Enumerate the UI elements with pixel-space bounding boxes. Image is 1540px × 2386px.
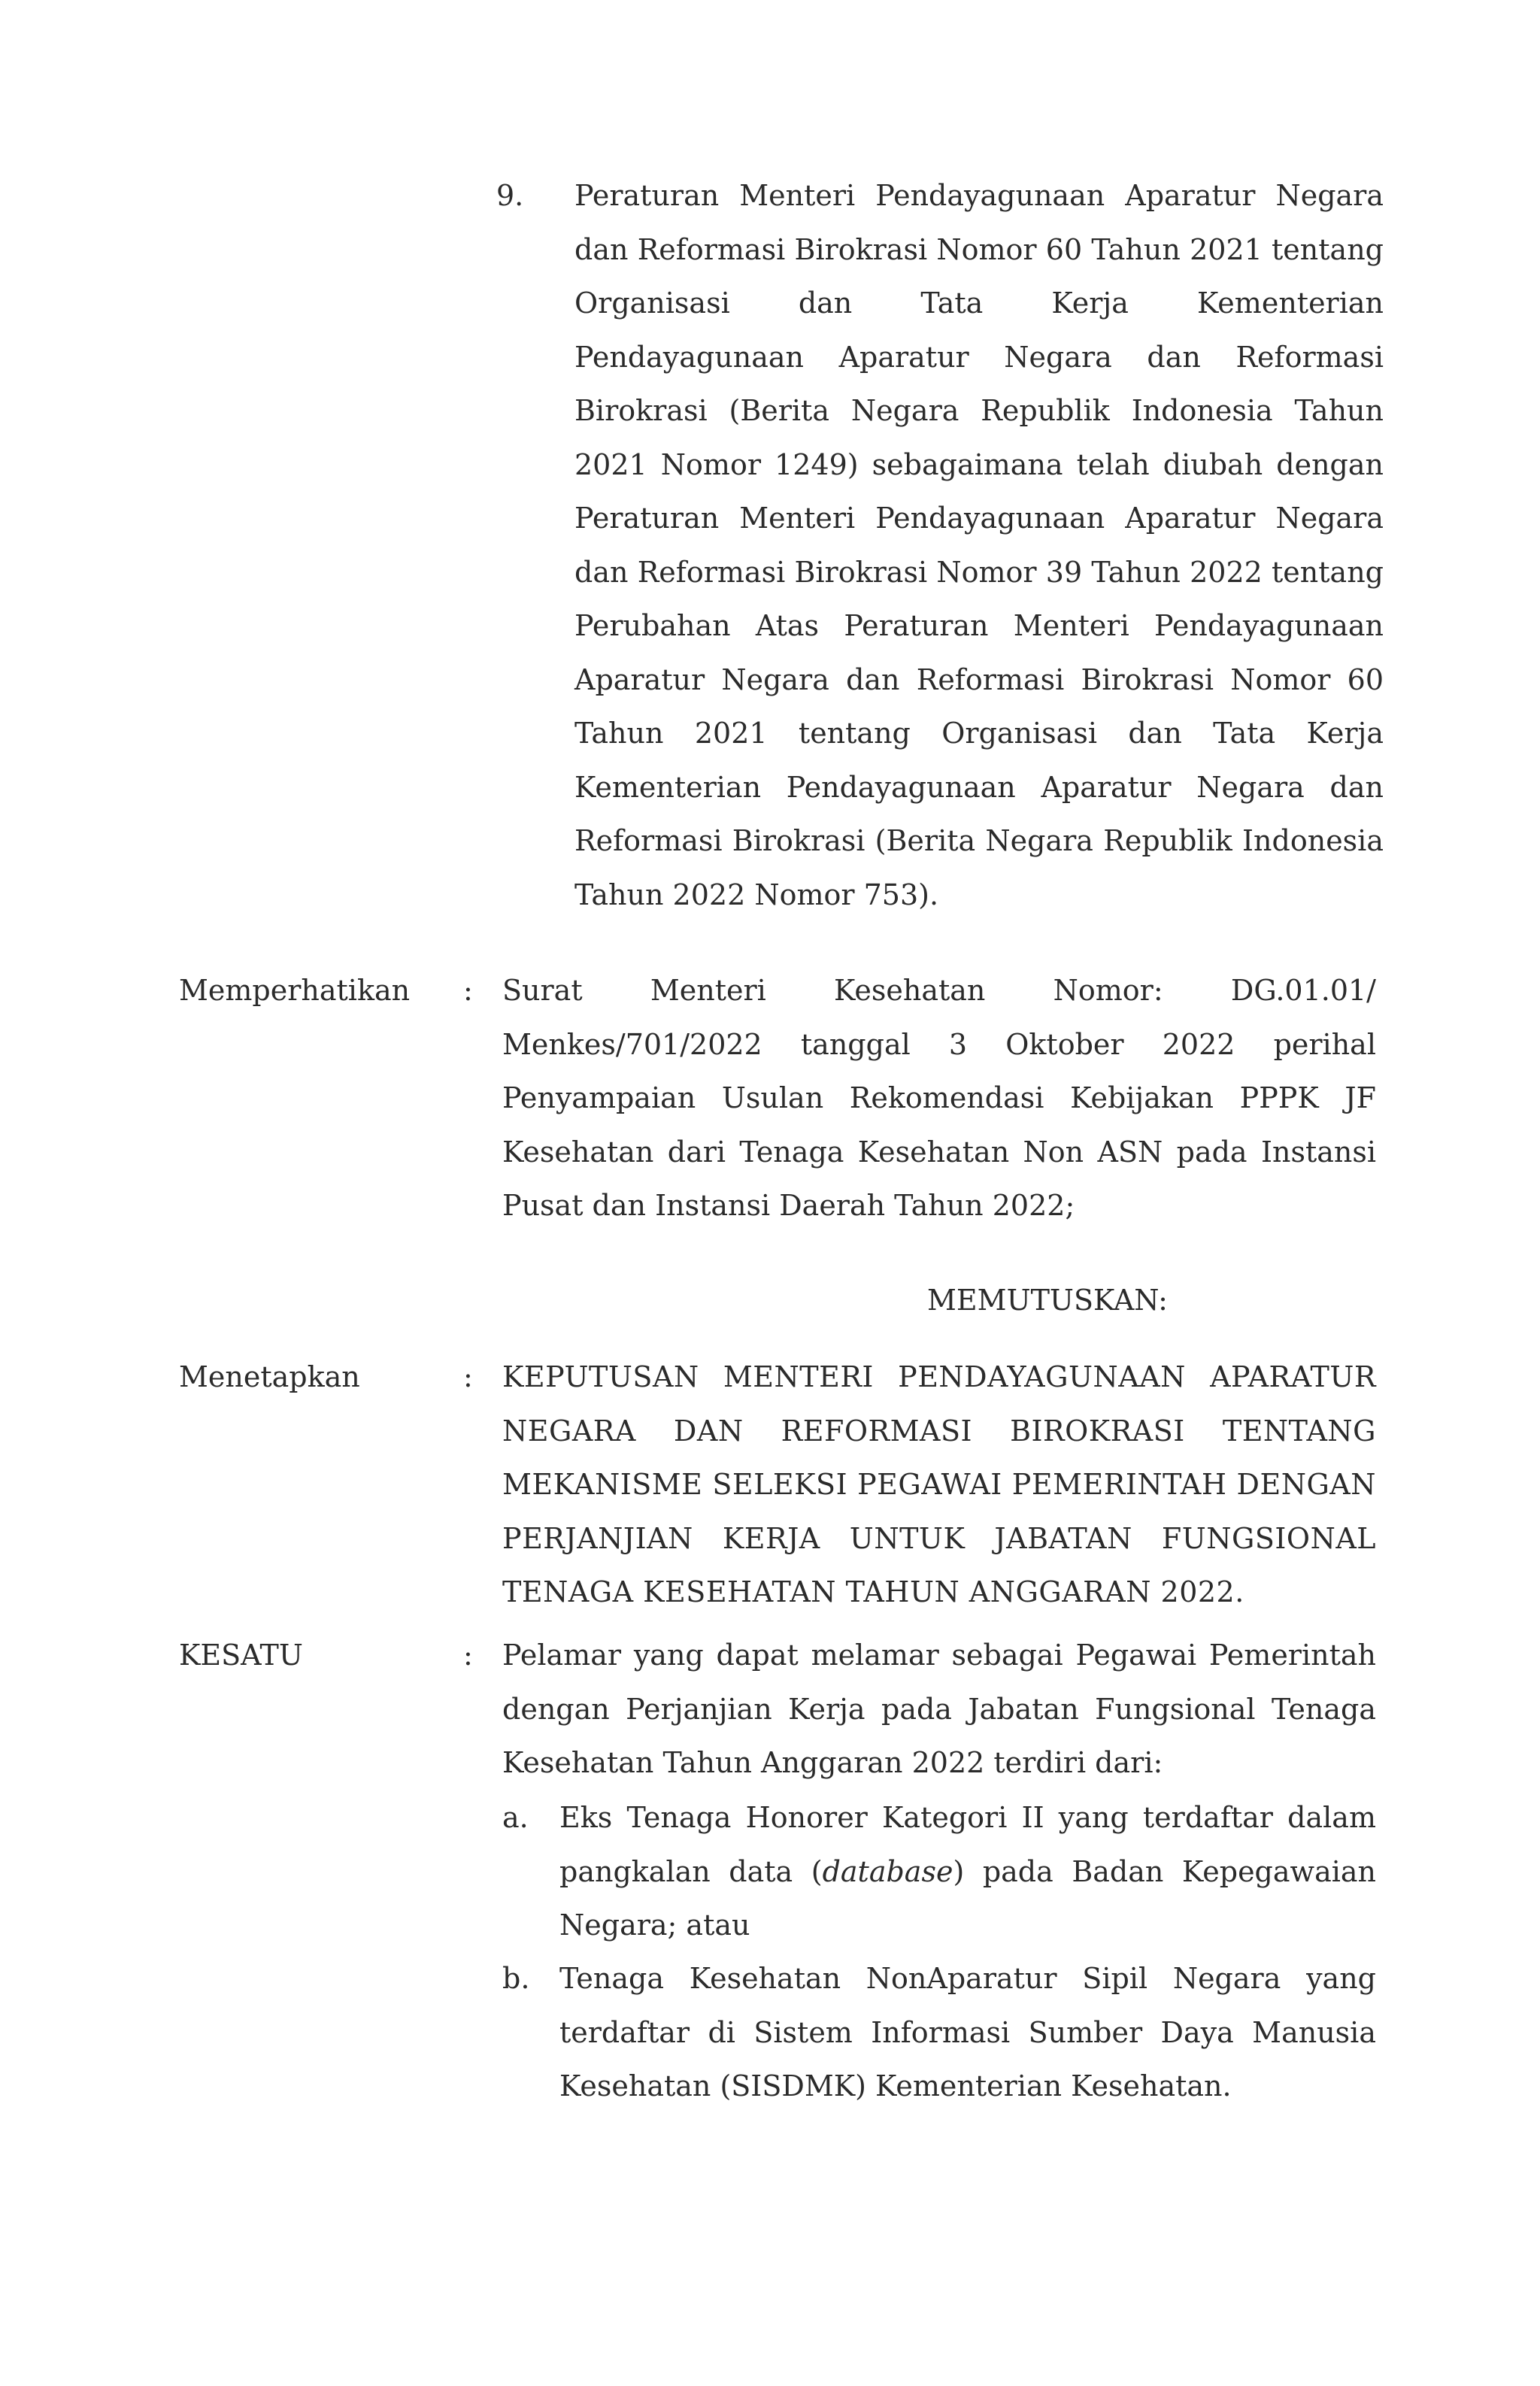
legal-basis-item-9 <box>496 169 1384 922</box>
kesatu-text: Pelamar yang dapat melamar sebagai Pegawai Pemerintah dengan Perjanjian Kerja pada Jabatan Fungsional Tenaga Kesehatan Tahun Anggaran 2022 terdiri dari: <box>502 1639 1376 1779</box>
memperhatikan-text: Surat Menteri Kesehatan Nomor: DG.01.01/ Menkes/701/2022 tanggal 3 Oktober 2022 perihal Penyampaian Usulan Rekomendasi Kebijakan PPPK JF Kesehatan dari Tenaga Kesehatan Non ASN pada Instansi Pusat dan Instansi Daerah Tahun 2022; <box>502 974 1376 1222</box>
list-item-a-text <box>559 1791 1376 1953</box>
item-number: 9. <box>496 179 524 212</box>
kesatu-label: KESATU <box>179 1639 303 1672</box>
kesatu-colon: : <box>463 1639 473 1672</box>
heading-text: MEMUTUSKAN: <box>927 1284 1168 1317</box>
memutuskan-heading <box>0 1274 1540 1328</box>
memperhatikan-colon: : <box>463 974 473 1007</box>
list-item-a-italic: database <box>822 1854 953 1888</box>
item-text: Peraturan Menteri Pendayagunaan Aparatur Negara dan Reformasi Birokrasi Nomor 60 Tahun 2021 tentang Organisasi dan Tata Kerja Kementerian Pendayagunaan Aparatur Negara dan Reformasi Birokrasi (Berita Negara Republik Indonesia Tahun 2021 Nomor 1249) sebagaimana telah diubah dengan Peraturan Menteri Pendayagunaan Aparatur Negara dan Reformasi Birokrasi Nomor 39 Tahun 2022 tentang Perubahan Atas Peraturan Menteri Pendayagunaan Aparatur Negara dan Reformasi Birokrasi Nomor 60 Tahun 2021 tentang Organisasi dan Tata Kerja Kementerian Pendayagunaan Aparatur Negara dan Reformasi Birokrasi (Berita Negara Republik Indonesia Tahun 2022 Nomor 753). <box>574 179 1384 911</box>
list-item-b-text: Tenaga Kesehatan NonAparatur Sipil Negara yang terdaftar di Sistem Informasi Sumber Daya Manusia Kesehatan (SISDMK) Kementerian Kesehatan. <box>559 1962 1376 2103</box>
menetapkan-colon: : <box>463 1360 473 1393</box>
menetapkan-text: KEPUTUSAN MENTERI PENDAYAGUNAAN APARATUR NEGARA DAN REFORMASI BIROKRASI TENTANG MEKANISME SELEKSI PEGAWAI PEMERINTAH DENGAN PERJANJIAN KERJA UNTUK JABATAN FUNGSIONAL TENAGA KESEHATAN TAHUN ANGGARAN 2022. <box>502 1360 1376 1608</box>
list-item-a-text-after: ) pada Badan Kepegawaian Negara; atau <box>559 1854 1377 1942</box>
list-item-a-letter: a. <box>502 1801 529 1834</box>
memperhatikan-label: Memperhatikan <box>179 974 411 1007</box>
menetapkan-label: Menetapkan <box>179 1360 360 1393</box>
list-item-b-letter: b. <box>502 1962 530 1995</box>
list-item-a-text-before: Eks Tenaga Honorer Kategori II yang terdaftar dalam pangkalan data ( <box>559 1801 1376 1888</box>
